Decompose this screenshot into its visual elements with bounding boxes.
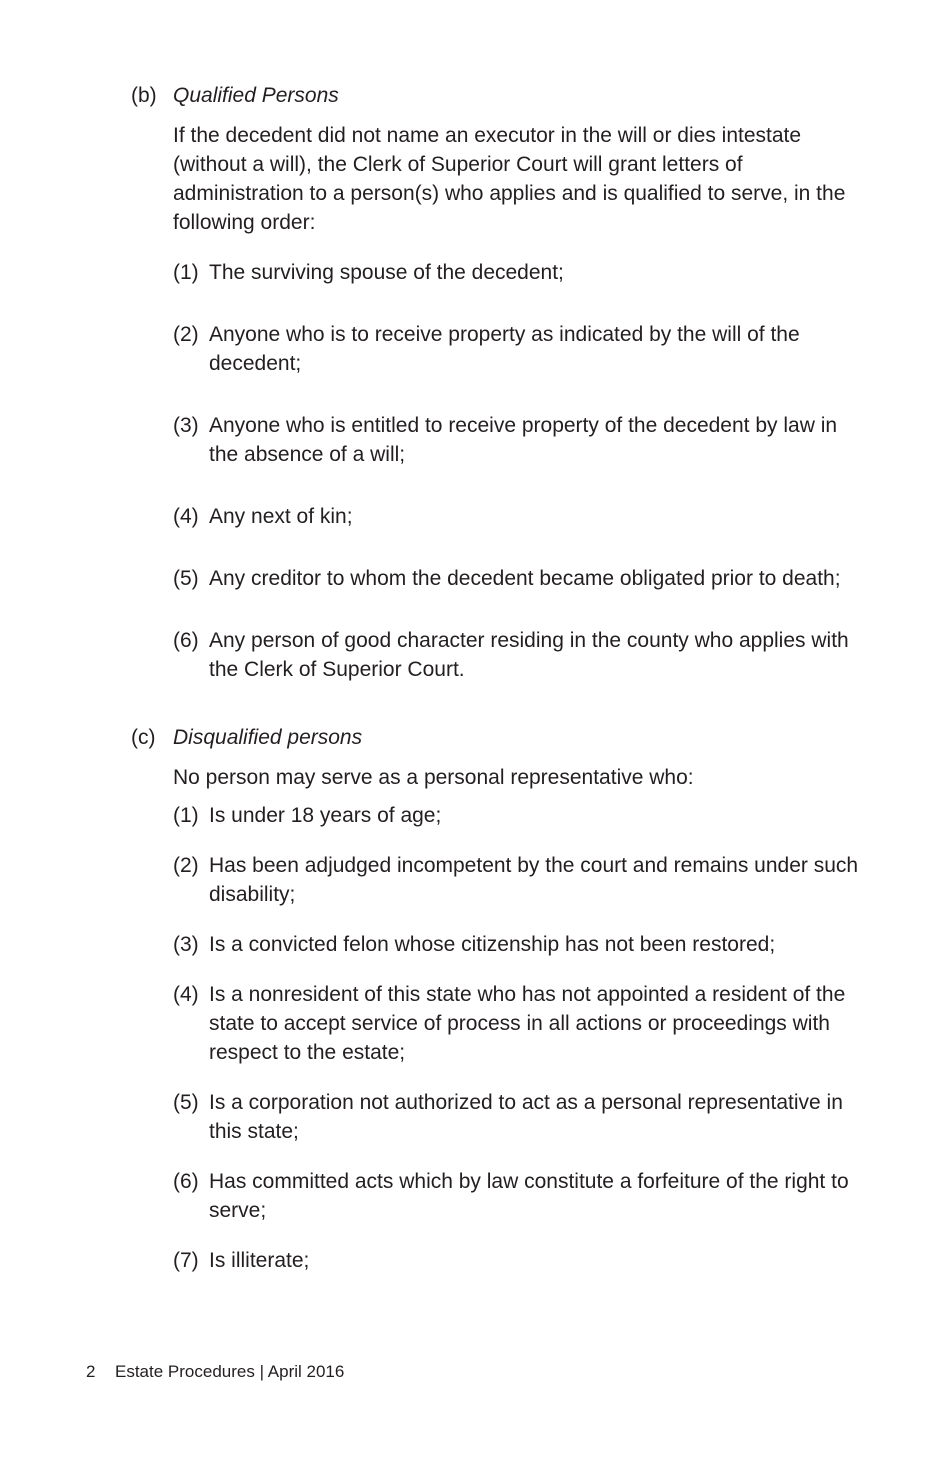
list-item bbox=[173, 258, 871, 287]
item-text: Any person of good character residing in the county who applies with the Clerk of Superior Court. bbox=[209, 629, 849, 681]
section-heading bbox=[131, 724, 871, 752]
list-item bbox=[173, 626, 871, 684]
section-label: (c) bbox=[131, 726, 156, 749]
item-text: Is a corporation not authorized to act as a personal representative in this state; bbox=[209, 1091, 843, 1143]
item-text: Any next of kin; bbox=[209, 505, 353, 528]
item-number: (1) bbox=[173, 261, 199, 284]
list-item bbox=[173, 564, 871, 593]
item-text: Is a convicted felon whose citizenship has not been restored; bbox=[209, 933, 776, 956]
item-text: Has committed acts which by law constitute a forfeiture of the right to serve; bbox=[209, 1170, 849, 1222]
item-text: Any creditor to whom the decedent became obligated prior to death; bbox=[209, 567, 841, 590]
item-text: Is a nonresident of this state who has not appointed a resident of the state to accept service of process in all actions or proceedings with respect to the estate; bbox=[209, 983, 846, 1064]
item-text: Is illiterate; bbox=[209, 1249, 310, 1272]
item-number: (3) bbox=[173, 933, 199, 956]
list-item bbox=[173, 980, 871, 1067]
item-text: Is under 18 years of age; bbox=[209, 804, 442, 827]
list-item bbox=[173, 1167, 871, 1225]
item-text: Anyone who is to receive property as indicated by the will of the decedent; bbox=[209, 323, 800, 375]
page-number: 2 bbox=[86, 1362, 96, 1381]
item-number: (2) bbox=[173, 854, 199, 877]
item-text: The surviving spouse of the decedent; bbox=[209, 261, 564, 284]
section-intro: If the decedent did not name an executor in the will or dies intestate (without a will), the Clerk of Superior Court will grant letters of administration to a person(s) who applies and is qualified to serve, in the following order: bbox=[173, 124, 846, 234]
footer-text: Estate Procedures | April 2016 bbox=[115, 1362, 345, 1381]
section-qualified-persons bbox=[131, 82, 871, 717]
section-heading bbox=[131, 82, 871, 110]
item-number: (6) bbox=[173, 629, 199, 652]
item-number: (7) bbox=[173, 1249, 199, 1272]
section-intro: No person may serve as a personal representative who: bbox=[173, 766, 694, 789]
item-number: (1) bbox=[173, 804, 199, 827]
page-footer bbox=[86, 1360, 344, 1384]
item-number: (5) bbox=[173, 567, 199, 590]
item-number: (6) bbox=[173, 1170, 199, 1193]
item-text: Anyone who is entitled to receive property of the decedent by law in the absence of a will; bbox=[209, 414, 838, 466]
item-number: (5) bbox=[173, 1091, 199, 1114]
item-number: (4) bbox=[173, 983, 199, 1006]
item-number: (2) bbox=[173, 323, 199, 346]
list-item bbox=[173, 801, 871, 830]
section-title: Qualified Persons bbox=[173, 84, 339, 107]
item-text: Has been adjudged incompetent by the court and remains under such disability; bbox=[209, 854, 859, 906]
item-number: (3) bbox=[173, 414, 199, 437]
item-number: (4) bbox=[173, 505, 199, 528]
list-item bbox=[173, 1246, 871, 1275]
section-label: (b) bbox=[131, 84, 157, 107]
list-item bbox=[173, 1088, 871, 1146]
list-item bbox=[173, 851, 871, 909]
section-disqualified-persons bbox=[131, 724, 871, 1296]
list-item bbox=[173, 320, 871, 378]
list-item bbox=[173, 411, 871, 469]
section-title: Disqualified persons bbox=[173, 726, 363, 749]
list-item bbox=[173, 930, 871, 959]
list-item bbox=[173, 502, 871, 531]
